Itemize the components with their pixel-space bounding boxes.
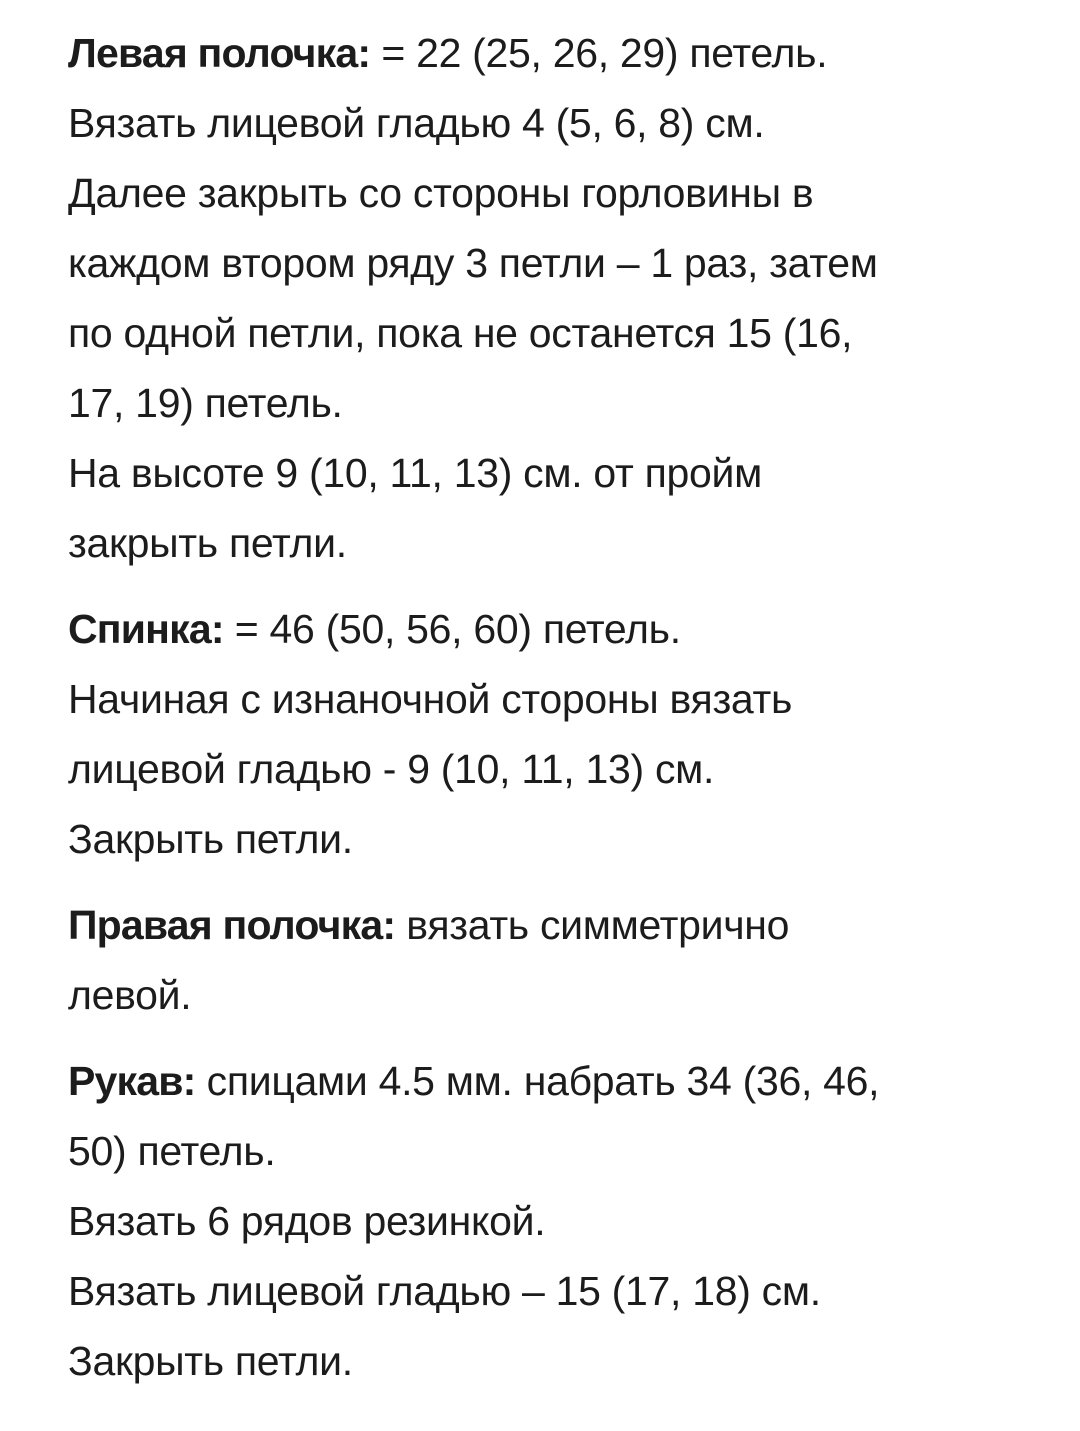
- section-line: [68, 18, 1048, 88]
- section-back: [68, 594, 1048, 874]
- section-heading-sleeve: Рукав:: [68, 1058, 196, 1104]
- section-heading-right-front: Правая полочка:: [68, 902, 396, 948]
- section-right-front: [68, 890, 1048, 1030]
- section-line: закрыть петли.: [68, 520, 347, 566]
- section-line: Закрыть петли.: [68, 1338, 353, 1384]
- section-line: левой.: [68, 972, 192, 1018]
- section-line: Вязать 6 рядов резинкой.: [68, 1198, 546, 1244]
- section-line: Вязать лицевой гладью 4 (5, 6, 8) см.: [68, 100, 765, 146]
- section-line: Вязать лицевой гладью – 15 (17, 18) см.: [68, 1268, 821, 1314]
- section-line: 50) петель.: [68, 1128, 276, 1174]
- section-text: = 22 (25, 26, 29) петель.: [370, 30, 828, 76]
- section-heading-back: Спинка:: [68, 606, 224, 652]
- section-text: спицами 4.5 мм. набрать 34 (36, 46,: [195, 1058, 880, 1104]
- section-line: Начиная с изнаночной стороны вязать: [68, 676, 793, 722]
- section-text: = 46 (50, 56, 60) петель.: [223, 606, 681, 652]
- section-line: [68, 1046, 1048, 1116]
- knitting-pattern-text: [68, 18, 1048, 1396]
- section-heading-left-front: Левая полочка:: [68, 30, 371, 76]
- section-line: по одной петли, пока не останется 15 (16,: [68, 310, 853, 356]
- section-left-front: [68, 18, 1048, 578]
- section-line: [68, 594, 1048, 664]
- section-line: На высоте 9 (10, 11, 13) см. от пройм: [68, 450, 762, 496]
- section-line: каждом втором ряду 3 петли – 1 раз, затем: [68, 240, 878, 286]
- section-line: лицевой гладью - 9 (10, 11, 13) см.: [68, 746, 715, 792]
- section-sleeve: [68, 1046, 1048, 1396]
- section-line: 17, 19) петель.: [68, 380, 343, 426]
- section-line: Далее закрыть со стороны горловины в: [68, 170, 814, 216]
- section-line: [68, 890, 1048, 960]
- section-text: вязать симметрично: [395, 902, 790, 948]
- section-line: Закрыть петли.: [68, 816, 353, 862]
